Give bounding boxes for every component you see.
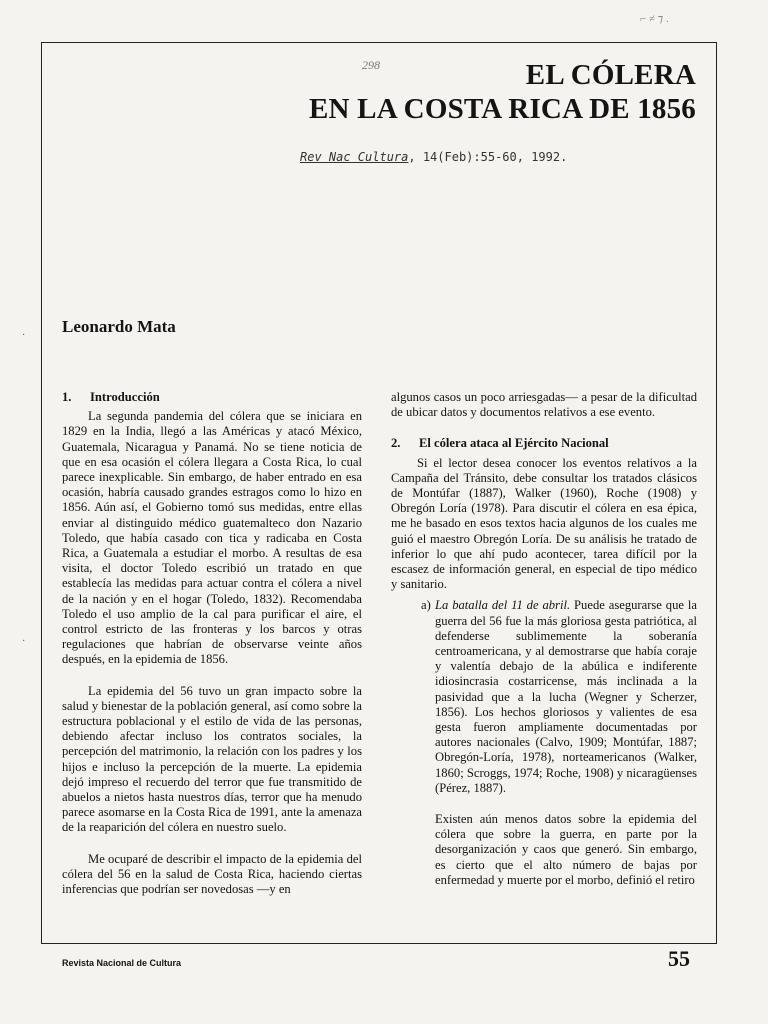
page-number: 55 [668,946,690,971]
citation-details: , 14(Feb):55-60, 1992. [408,150,568,164]
list-item-a-title: La batalla del 11 de abril. [435,598,571,613]
left-column [62,390,362,897]
section-1-heading [62,390,362,405]
scan-mark: ⌐ ≠ ⁊ . [640,13,669,25]
section-2-heading [391,436,697,451]
list-item-a-text: Puede asegurarse que la guerra del 56 fue la más gloriosa gesta patriótica, al defenderse sublimemente la soberanía centroamericana, y al demostrarse que había coraje y valentía debajo de la abúlica e indiferente idiosincrasia costarricense, más inclinada a la pasividad que a la lucha (Wegner y Scherzer, 1856). Los hechos gloriosos y valientes de esa gesta fueron ampliamente documentadas por autores nacionales (Calvo, 1909; Montúfar, 1887; Obregón-Loría, 1978), norteamericanos (Walker, 1860; Scroggs, 1974; Roche, 1908) y nicaragüenses (Pérez, 1887). [435,598,697,795]
section-1-title: Introducción [90,390,160,404]
footer-journal: Revista Nacional de Cultura [62,958,182,968]
margin-mark: · [22,330,26,341]
title-line-2: EN LA COSTA RICA DE 1856 [309,93,696,125]
continued-paragraph: algunos casos un poco arriesgadas— a pesar de la dificultad de ubicar datos y documentos relativos a ese evento. [391,390,697,420]
list-item-a-label: a) [421,598,431,613]
section-1-paragraph-2: La epidemia del 56 tuvo un gran impacto sobre la salud y bienestar de la población general, así como sobre la estructura poblacional y el estilo de vida de las personas, debiendo afectar incluso los contratos sociales, la percepción del matrimonio, la relación con los padres y los hijos e incluso la percepción de la muerte. La epidemia dejó impreso el recuerdo del terror que fue transmitido de abuelos a nietos hasta nuestros días, terror que ha menudo parece asomarse en la Costa Rica de 1991, ante la amenaza de la reaparición del cólera en nuestro suelo. [62,683,362,835]
margin-mark: · [22,636,26,647]
section-2-title: El cólera ataca al Ejército Nacional [419,436,609,451]
author-name: Leonardo Mata [62,317,176,336]
citation [300,150,567,164]
title-line-1: EL CÓLERA [525,59,696,91]
handwritten-note: 298 [362,58,380,72]
section-2-paragraph-1: Si el lector desea conocer los eventos relativos a la Campaña del Tránsito, debe consultar los tratados clásicos de Montúfar (1887), Walker (1960), Roche (1908) y Obregón Loría (1978). Para discutir el cólera en esa épica, me he basado en esos textos hacia algunos de los cuales me guió el maestro Obregón Loría. De su análisis he tratado de inferior lo que ahí pudo acontecer, tarea difícil por la escasez de información general, en especial de tipo médico y sanitario. [391,455,697,592]
citation-journal: Rev Nac Cultura [300,150,409,164]
list-item-a [391,598,697,796]
list-item-a-paragraph-2: Existen aún menos datos sobre la epidemia del cólera que sobre la guerra, en parte por la desorganización y caos que generó. Sin embargo, es cierto que el alto número de bajas por enfermedad y muerte por el morbo, definió el retiro [435,812,697,887]
section-1-paragraph-3: Me ocuparé de describir el impacto de la epidemia del cólera del 56 en la salud de Costa Rica, haciendo ciertas inferencias que podrían ser novedosas —y en [62,851,362,897]
right-column [391,390,697,888]
section-2-number: 2. [391,436,401,451]
section-1-paragraph-1: La segunda pandemia del cólera que se iniciara en 1829 en la India, llegó a las Américas y atacó México, Guatemala, Nicaragua y Panamá. No se tiene noticia de que en esa ocasión el cólera llegara a Costa Rica, lo cual parece inexplicable. Sin embargo, de haber entrado en esa ocasión, habría causado grandes estragos como lo hizo en 1856. Aún así, el Gobierno tomó sus medidas, entre ellas enviar al distinguido médico guatemalteco don Nazario Toledo, que había casado con tica y radicaba en Costa Rica, a Guatemala a estudiar el morbo. A resultas de esa visita, el doctor Toledo escribió un tratado en que establecía las medidas para actuar contra el cólera a nivel de la nación y en el hogar (Toledo, 1832). Recomendaba Toledo el uso amplio de la cal para purificar el aire, el control estricto de las fronteras y los barcos y otras regulaciones que habrían de observarse veinte años después, en la epidemia de 1856. [62,409,362,667]
article-title [309,58,696,126]
section-1-number: 1. [62,390,72,404]
